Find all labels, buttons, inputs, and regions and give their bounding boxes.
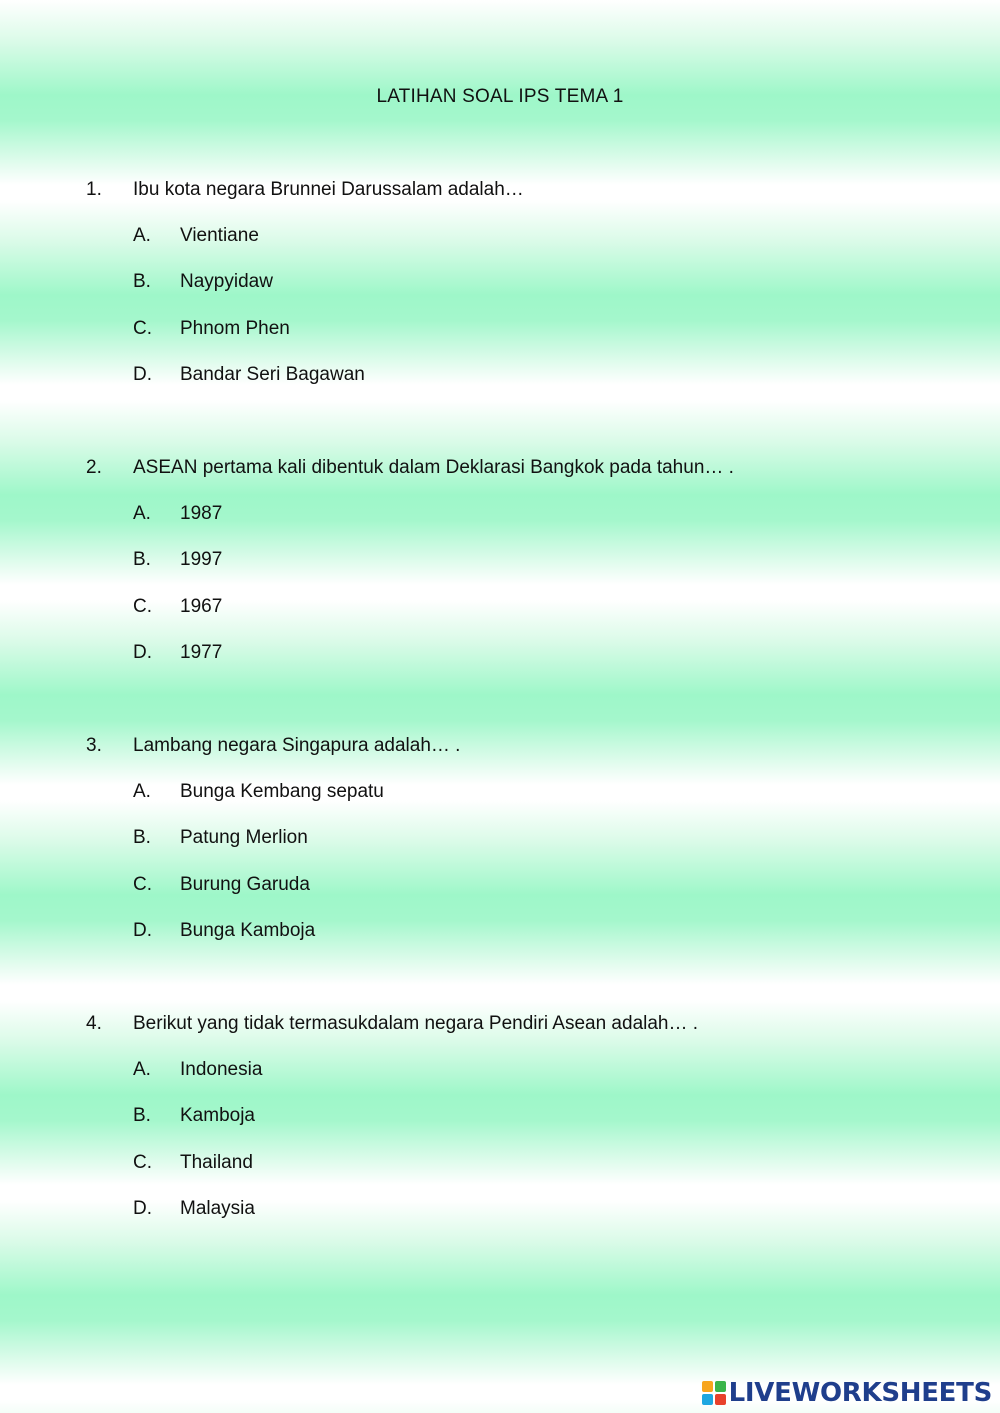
question-3 <box>86 734 966 966</box>
option-letter: C. <box>133 873 152 895</box>
option-text: Kamboja <box>180 1105 255 1127</box>
question-number: 1. <box>86 179 102 200</box>
logo-text: LIVEWORKSHEETS <box>728 1378 992 1408</box>
option-letter: A. <box>133 781 151 802</box>
option-a[interactable] <box>133 224 966 248</box>
option-text: Phnom Phen <box>180 317 290 339</box>
question-2 <box>86 456 966 688</box>
option-letter: A. <box>133 1059 151 1080</box>
option-text: Burung Garuda <box>180 873 310 895</box>
option-c[interactable] <box>133 873 966 897</box>
option-text: Vientiane <box>180 225 259 246</box>
option-d[interactable] <box>133 1197 966 1221</box>
page-title: LATIHAN SOAL IPS TEMA 1 <box>376 86 624 107</box>
option-letter: B. <box>133 1105 151 1127</box>
option-letter: C. <box>133 1151 152 1173</box>
option-d[interactable] <box>133 641 966 665</box>
option-d[interactable] <box>133 363 966 387</box>
option-b[interactable] <box>133 826 966 850</box>
option-text: Thailand <box>180 1151 253 1173</box>
option-text: Indonesia <box>180 1059 263 1080</box>
question-text: Lambang negara Singapura adalah… . <box>133 735 461 756</box>
option-text: 1967 <box>180 595 223 617</box>
option-b[interactable] <box>133 1104 966 1128</box>
question-text: ASEAN pertama kali dibentuk dalam Deklarasi Bangkok pada tahun… . <box>133 457 734 478</box>
option-letter: A. <box>133 225 151 246</box>
option-letter: B. <box>133 549 151 571</box>
liveworksheets-logo <box>702 1379 992 1407</box>
option-text: 1977 <box>180 642 223 664</box>
option-b[interactable] <box>133 548 966 572</box>
option-letter: D. <box>133 364 152 386</box>
question-text: Ibu kota negara Brunnei Darussalam adalah… <box>133 179 524 200</box>
option-c[interactable] <box>133 1151 966 1175</box>
option-text: Malaysia <box>180 1198 255 1220</box>
option-a[interactable] <box>133 1058 966 1082</box>
logo-square <box>702 1394 713 1405</box>
option-text: 1997 <box>180 549 223 571</box>
question-number: 4. <box>86 1013 102 1034</box>
option-text: 1987 <box>180 503 223 524</box>
option-letter: D. <box>133 1198 152 1220</box>
logo-square <box>715 1381 726 1392</box>
question-number: 2. <box>86 457 102 478</box>
question-number: 3. <box>86 735 102 756</box>
option-text: Bunga Kamboja <box>180 920 316 942</box>
option-text: Bandar Seri Bagawan <box>180 364 365 386</box>
option-a[interactable] <box>133 780 966 804</box>
option-text: Patung Merlion <box>180 827 308 849</box>
logo-square <box>715 1394 726 1405</box>
logo-mark-icon <box>702 1381 726 1405</box>
option-letter: D. <box>133 920 152 942</box>
option-c[interactable] <box>133 317 966 341</box>
option-d[interactable] <box>133 919 966 943</box>
option-letter: B. <box>133 271 151 293</box>
logo-square <box>702 1381 713 1392</box>
option-letter: A. <box>133 503 151 524</box>
option-letter: C. <box>133 595 152 617</box>
question-4 <box>86 1012 966 1244</box>
option-letter: B. <box>133 827 151 849</box>
option-text: Naypyidaw <box>180 271 273 293</box>
option-letter: C. <box>133 317 152 339</box>
option-letter: D. <box>133 642 152 664</box>
option-b[interactable] <box>133 270 966 294</box>
question-text: Berikut yang tidak termasukdalam negara Pendiri Asean adalah… . <box>133 1013 699 1034</box>
option-a[interactable] <box>133 502 966 526</box>
question-1 <box>86 178 966 410</box>
option-text: Bunga Kembang sepatu <box>180 781 384 802</box>
option-c[interactable] <box>133 595 966 619</box>
